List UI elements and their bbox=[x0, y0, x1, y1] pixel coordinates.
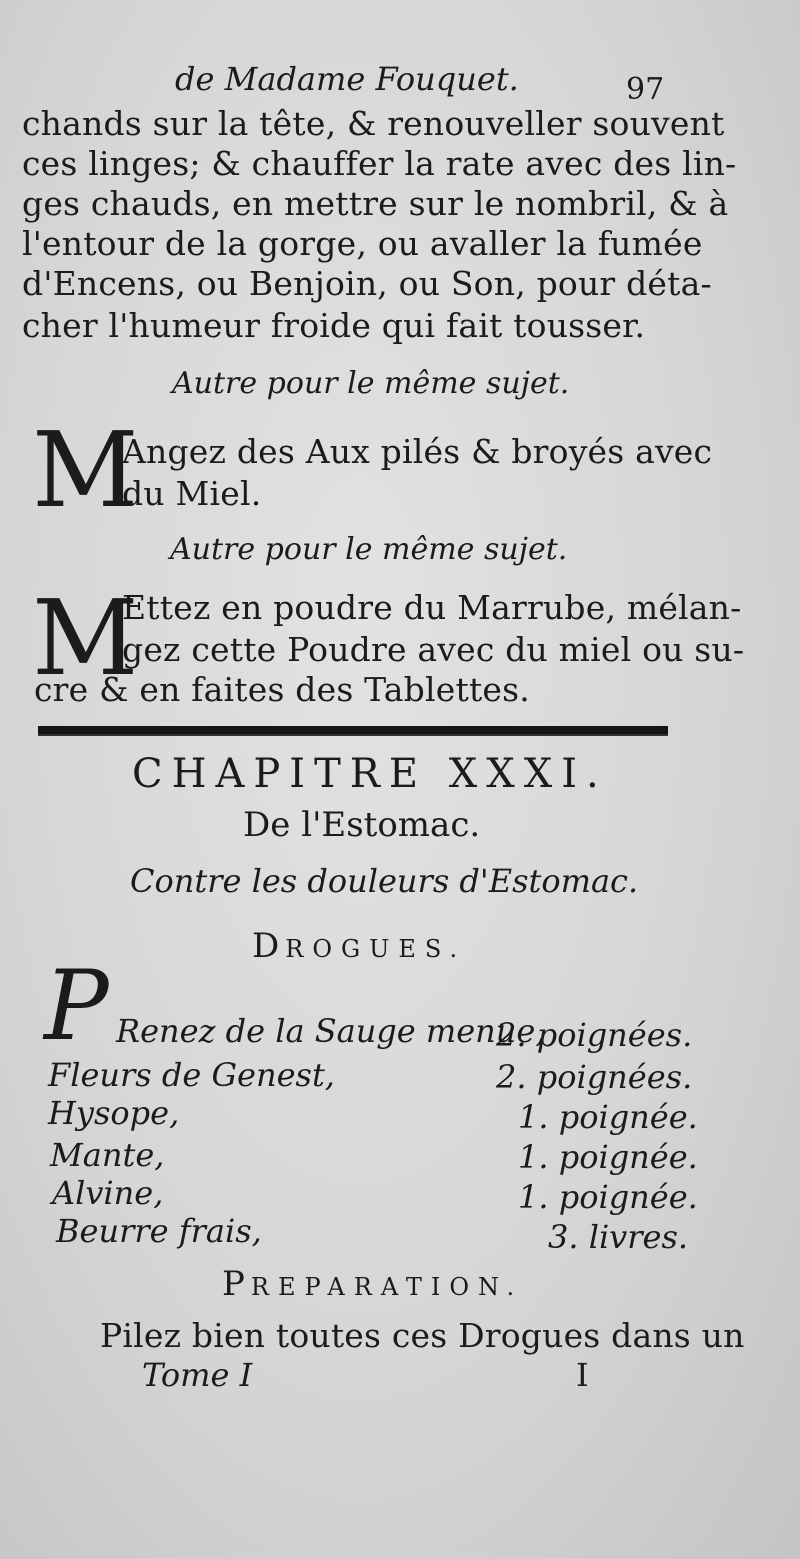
page-number: 97 bbox=[626, 72, 665, 107]
preparation-heading-initial: P bbox=[222, 1264, 251, 1304]
ingredient-name: Mante, bbox=[50, 1136, 165, 1174]
ingredient-name: Hysope, bbox=[48, 1094, 180, 1132]
ingredient-qty: 1. poignée. bbox=[518, 1098, 698, 1136]
preparation-heading-rest: REPARATION. bbox=[250, 1273, 524, 1301]
ingredient-name: Renez de la Sauge menue, bbox=[116, 1012, 546, 1050]
preparation-line: Pilez bien toutes ces Drogues dans un bbox=[100, 1316, 745, 1355]
chapter-title: CHAPITRE XXXI. bbox=[132, 751, 608, 797]
drogues-heading-initial: D bbox=[252, 926, 286, 966]
paragraph-line: cher l'humeur froide qui fait tousser. bbox=[22, 306, 646, 345]
remedy-heading: Autre pour le même sujet. bbox=[172, 366, 570, 401]
paragraph-line: chands sur la tête, & renouveller souvent bbox=[22, 104, 725, 143]
chapter-rule bbox=[38, 726, 668, 736]
ingredient-qty: 3. livres. bbox=[548, 1218, 689, 1256]
drogues-heading-rest: ROGUES. bbox=[285, 935, 467, 963]
paragraph-line: ces linges; & chauffer la rate avec des lin- bbox=[22, 144, 737, 183]
chapter-subtitle: De l'Estomac. bbox=[243, 805, 481, 845]
paragraph-line: d'Encens, ou Benjoin, ou Son, pour déta- bbox=[22, 264, 712, 303]
ingredient-qty: 2. poignées. bbox=[496, 1058, 693, 1096]
paragraph-line: ges chauds, en mettre sur le nombril, & à bbox=[22, 184, 729, 223]
signature-label: Tome I bbox=[142, 1356, 253, 1394]
signature-mark: I bbox=[576, 1356, 589, 1394]
paragraph-line: Ettez en poudre du Marrube, mélan- bbox=[122, 588, 742, 627]
remedy-heading: Autre pour le même sujet. bbox=[170, 532, 568, 567]
paragraph-line: cre & en faites des Tablettes. bbox=[34, 670, 530, 709]
drop-cap: M bbox=[32, 577, 139, 699]
drogues-heading bbox=[252, 926, 466, 966]
paragraph-line: Angez des Aux pilés & broyés avec bbox=[122, 432, 713, 471]
ingredient-name: Beurre frais, bbox=[56, 1212, 262, 1250]
ingredient-qty: 2. poignées. bbox=[496, 1016, 693, 1054]
paragraph-line: gez cette Poudre avec du miel ou su- bbox=[122, 630, 745, 669]
drop-cap: M bbox=[32, 409, 139, 531]
running-title: de Madame Fouquet. bbox=[175, 60, 519, 98]
ingredient-qty: 1. poignée. bbox=[518, 1138, 698, 1176]
ingredient-qty: 1. poignée. bbox=[518, 1178, 698, 1216]
ingredient-name: Alvine, bbox=[52, 1174, 164, 1212]
ingredient-name: Fleurs de Genest, bbox=[48, 1056, 335, 1094]
section-heading: Contre les douleurs d'Estomac. bbox=[130, 862, 639, 900]
preparation-heading bbox=[222, 1264, 523, 1304]
drop-cap: P bbox=[44, 950, 109, 1062]
paragraph-line: l'entour de la gorge, ou avaller la fumée bbox=[22, 224, 703, 263]
paragraph-line: du Miel. bbox=[122, 474, 262, 513]
